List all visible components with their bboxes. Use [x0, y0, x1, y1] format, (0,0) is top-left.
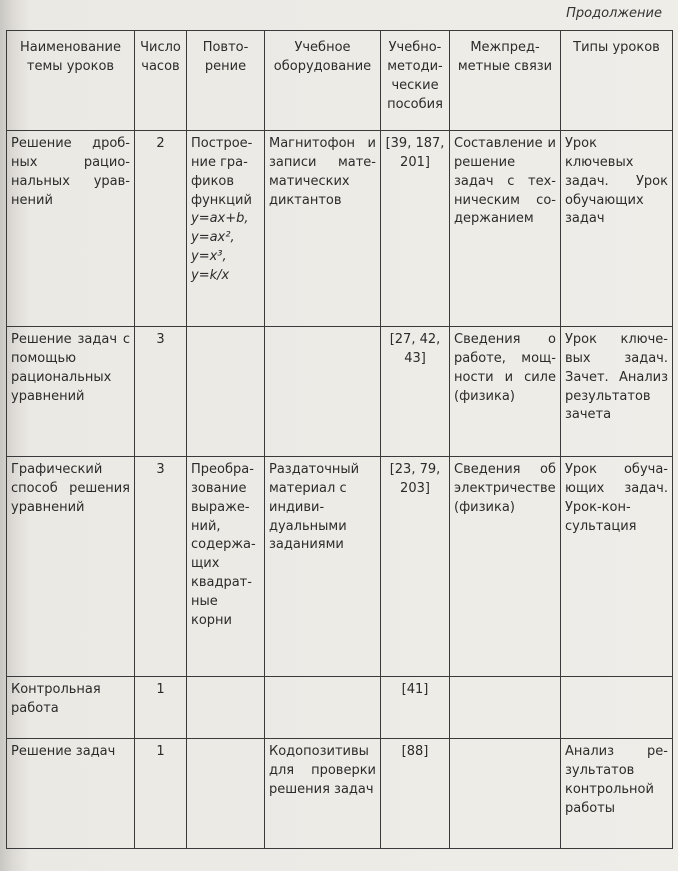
links-cell: Сведения о работе, мощности и силе (физика) [450, 327, 561, 457]
topic-text: Решение дробных рациональных уравнений [11, 136, 130, 208]
table-row [7, 131, 673, 327]
types-cell: Анализ результатов контрольной работы [561, 739, 673, 849]
header-types: Типы уроков [561, 31, 673, 131]
header-review: Повторение [187, 31, 265, 131]
header-topic: Наименование темы уроков [7, 31, 135, 131]
table-row [7, 457, 673, 677]
hours-cell: 2 [135, 131, 187, 327]
topic-text: Графический способ решения уравнений [11, 462, 130, 515]
topic-cell [7, 457, 135, 677]
review-cell [187, 739, 265, 849]
refs-cell: [23, 79, 203] [381, 457, 450, 677]
formula-quadratic: y=ax², [191, 230, 235, 246]
links-cell: Сведения об электричестве (физика) [450, 457, 561, 677]
types-cell: Урок обучающих задач. Урок-консультация [561, 457, 673, 677]
hours-cell: 1 [135, 739, 187, 849]
header-hours: Число часов [135, 31, 187, 131]
topic-cell [7, 677, 135, 739]
formula-cubic: y=x³, [191, 249, 227, 265]
topic-text: Контрольная работа [11, 682, 101, 716]
table-row [7, 739, 673, 849]
review-cell [187, 131, 265, 327]
review-cell [187, 677, 265, 739]
links-cell: Составление и решение задач с техническим содержанием [450, 131, 561, 327]
header-links: Межпредметные связи [450, 31, 561, 131]
equipment-cell [265, 327, 381, 457]
table-header [7, 31, 673, 131]
links-cell [450, 739, 561, 849]
review-text: Построение графиков функций [191, 136, 253, 208]
equipment-cell [265, 677, 381, 739]
refs-cell: [39, 187, 201] [381, 131, 450, 327]
equipment-cell: Магнитофон и записи математических диктантов [265, 131, 381, 327]
types-cell [561, 677, 673, 739]
topic-cell [7, 739, 135, 849]
hours-cell: 3 [135, 327, 187, 457]
links-cell [450, 677, 561, 739]
refs-cell: [27, 42, 43] [381, 327, 450, 457]
continuation-label: Продолжение [566, 6, 662, 21]
review-cell [187, 327, 265, 457]
lesson-plan-table [6, 30, 673, 849]
hours-cell: 3 [135, 457, 187, 677]
formula-hyperbola: y=k/x [191, 267, 230, 283]
topic-cell [7, 327, 135, 457]
formula-linear: y=ax+b, [191, 211, 249, 227]
header-manuals: Учебно-методические пособия [381, 31, 450, 131]
types-cell: Урок ключевых задач. Урок обучающих задач [561, 131, 673, 327]
topic-text: Решение задач [11, 744, 116, 759]
topic-text: Решение задач с помощью рациональных уравнений [11, 332, 130, 404]
equipment-cell: Кодопозитивы для проверки решения задач [265, 739, 381, 849]
types-cell: Урок ключевых задач. Зачет. Анализ результатов зачета [561, 327, 673, 457]
review-cell: Преобразование выражений, содержащих квадратные корни [187, 457, 265, 677]
table-row [7, 677, 673, 739]
table-row [7, 327, 673, 457]
refs-cell: [88] [381, 739, 450, 849]
hours-cell: 1 [135, 677, 187, 739]
header-equipment: Учебное оборудование [265, 31, 381, 131]
equipment-cell: Раздаточный материал с индивидуальными заданиями [265, 457, 381, 677]
topic-cell [7, 131, 135, 327]
header-row [7, 31, 673, 131]
refs-cell: [41] [381, 677, 450, 739]
